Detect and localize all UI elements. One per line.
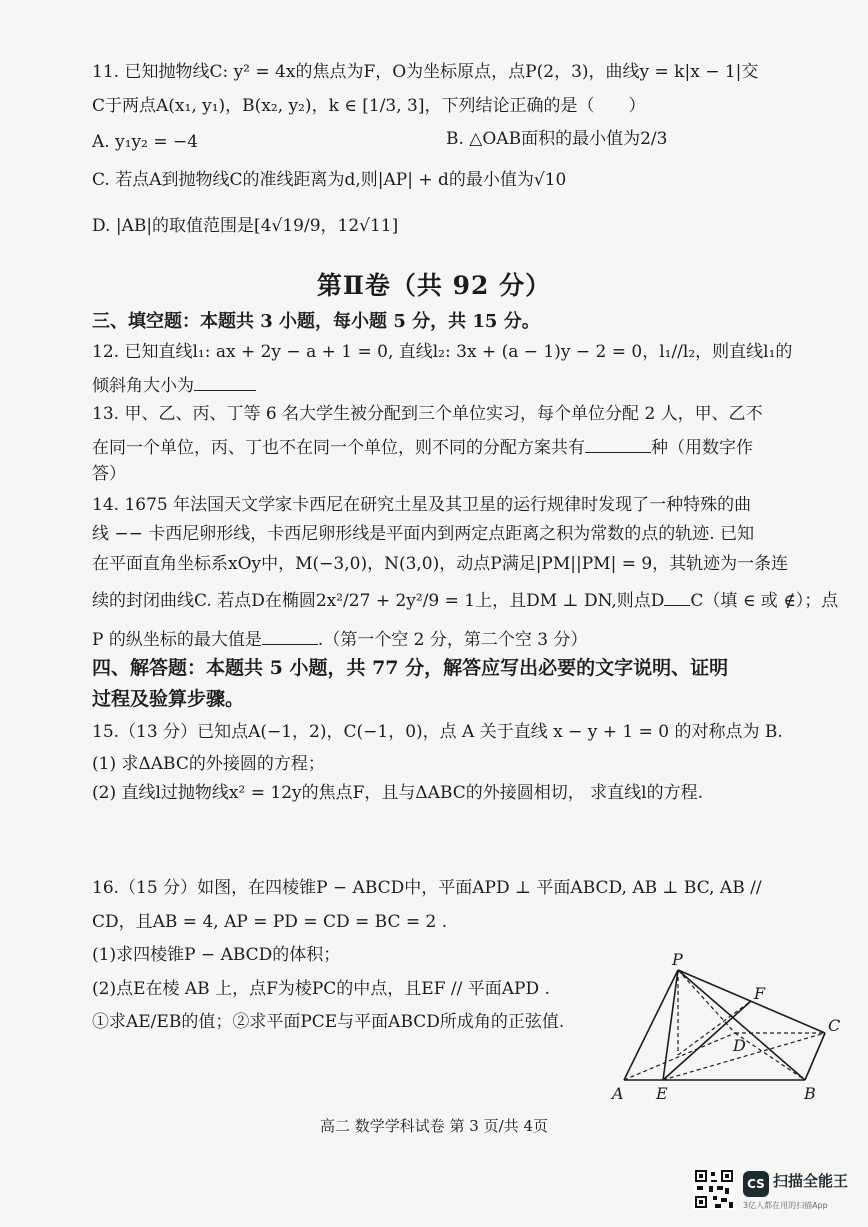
q14-line1: 14. 1675 年法国天文学家卡西尼在研究土星及其卫星的运行规律时发现了一种特殊的曲 [92,495,752,515]
q11-option-a: A. y₁y₂ = −4 [92,132,199,152]
q14-line4-tail: C（填 ∈ 或 ∉）；点 [690,591,839,611]
part3-heading: 三、填空题：本题共 3 小题，每小题 5 分，共 15 分。 [92,311,540,332]
q14-line4 [92,587,838,613]
q15-sub2: (2) 直线l过抛物线x² = 12y的焦点F，且与ΔABC的外接圆相切， 求直线l的方程. [92,783,704,803]
q12-line1: 12. 已知直线l₁: ax + 2y − a + 1 = 0, 直线l₂: 3x + (a − 1)y − 2 = 0，l₁//l₂，则直线l₁的 [92,342,793,362]
edge-pb [678,970,805,1080]
camscanner-name: 扫描全能王 [773,1172,849,1190]
q15-sub1: (1) 求ΔABC的外接圆的方程； [92,754,325,774]
q13-line2-tail: 种（用数字作 [651,438,753,458]
part4-heading-line1: 四、解答题：本题共 5 小题，共 77 分，解答应写出必要的文字说明、证明 [92,657,729,679]
q13-line2-text: 在同一个单位，丙、丁也不在同一个单位，则不同的分配方案共有 [92,438,585,458]
label-b: B [804,1084,816,1103]
q12-line2-text: 倾斜角大小为 [92,376,194,396]
edge-ad [624,1033,735,1080]
q12-line2 [92,372,256,398]
label-d: D [733,1036,746,1055]
q14-line2: 线 −− 卡西尼卵形线，卡西尼卵形线是平面内到两定点距离之积为常数的点的轨迹. 已知 [92,524,755,544]
q16-line1: 16.（15 分）如图，在四棱锥P − ABCD中，平面APD ⊥ 平面ABCD, AB ⊥ BC, AB // [92,878,762,898]
q16-line2: CD，且AB = 4, AP = PD = CD = BC = 2 . [92,912,448,932]
q16-sub1: (1)求四棱锥P − ABCD的体积； [92,945,341,965]
q14-line5-text: P 的纵坐标的最大值是 [92,630,262,650]
q13-answer-blank [585,434,651,453]
pyramid-figure [600,945,850,1110]
label-c: C [828,1016,841,1035]
q14-answer-blank-2 [262,626,318,645]
label-a: A [612,1084,624,1103]
label-e: E [656,1084,668,1103]
q16-sub3: ①求AE/EB的值；②求平面PCE与平面ABCD所成角的正弦值. [92,1012,565,1032]
camscanner-slogan: 3亿人都在用的扫描App [743,1201,828,1210]
q11-option-c: C. 若点A到抛物线C的准线距离为d,则|AP| + d的最小值为√10 [92,170,567,190]
q11-option-b: B. △OAB面积的最小值为2/3 [446,129,668,149]
q14-answer-blank-1 [664,587,690,606]
q14-line3: 在平面直角坐标系xOy中，M(−3,0)，N(3,0)，动点P满足|PM||PM| = 9，其轨迹为一条连 [92,554,789,574]
label-p: P [672,950,683,969]
q14-line5-tail: .（第一个空 2 分，第二个空 3 分） [317,630,588,650]
q15-line1: 15.（13 分）已知点A(−1，2)，C(−1，0)，点 A 关于直线 x − y + 1 = 0 的对称点为 B. [92,722,783,742]
q11-line2: C于两点A(x₁, y₁)，B(x₂, y₂)，k ∈ [1/3, 3]，下列结论正确的是（ ） [92,96,646,116]
part4-heading-line2: 过程及验算步骤。 [92,688,245,710]
qr-code-icon [693,1168,735,1210]
q13-line2 [92,434,753,460]
q14-line5 [92,626,588,652]
edge-pd [678,970,735,1033]
camscanner-logo: CS [743,1171,769,1197]
edge-pc [678,970,825,1033]
q16-sub2: (2)点E在棱 AB 上，点F为棱PC的中点，且EF // 平面APD . [92,979,550,999]
q13-line3: 答） [92,464,126,484]
page-footer: 高二 数学学科试卷 第 3 页/共 4页 [320,1117,548,1135]
q14-line4-text: 续的封闭曲线C. 若点D在椭圆2x²/27 + 2y²/9 = 1上，且DM ⊥ DN,则点D [92,591,665,611]
label-f: F [754,984,766,1003]
q11-line1: 11. 已知抛物线C: y² = 4x的焦点为F，O为坐标原点，点P(2，3)，曲线y = k|x − 1|交 [92,62,759,82]
edge-bc [805,1033,825,1080]
section2-title: 第Ⅱ卷（共 92 分） [316,271,552,300]
q11-option-d: D. |AB|的取值范围是[4√19/9，12√11] [92,216,399,236]
q12-answer-blank [194,372,256,391]
q13-line1: 13. 甲、乙、丙、丁等 6 名大学生被分配到三个单位实习，每个单位分配 2 人，甲、乙不 [92,404,763,424]
